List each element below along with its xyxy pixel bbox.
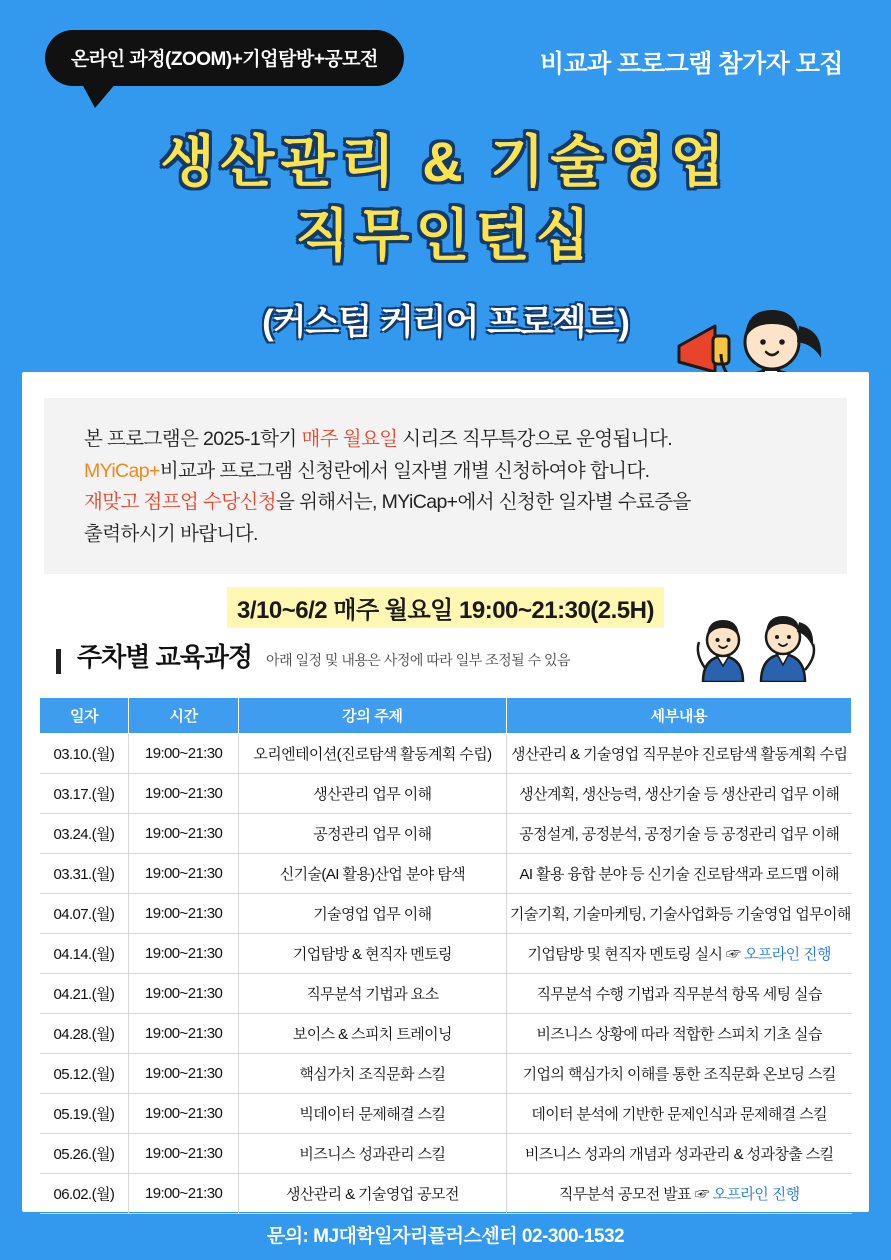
table-row [40, 774, 852, 814]
notice-line3-b: 을 위해서는, MYiCap+에서 신청한 일자별 수료증을 [276, 491, 691, 514]
cell-date: 06.02.(월) [40, 1174, 129, 1214]
schedule-section-header [56, 637, 570, 674]
cell-time: 19:00~21:30 [129, 894, 239, 934]
notice-box [44, 398, 847, 574]
cell-detail [506, 1054, 851, 1094]
section-title: 주차별 교육과정 [77, 642, 253, 672]
cell-date: 04.28.(월) [40, 1014, 129, 1054]
cell-detail-text: 비즈니스 상황에 따라 적합한 스피치 기초 실습 [536, 1026, 822, 1043]
notice-line-1 [84, 424, 811, 456]
cell-detail [506, 1134, 851, 1174]
cell-time: 19:00~21:30 [129, 854, 239, 894]
cell-topic: 직무분석 기법과 요소 [238, 974, 506, 1014]
table-row [40, 1174, 852, 1214]
cell-detail [506, 974, 851, 1014]
page-title-line1: 생산관리 & 기술영업 [160, 130, 731, 193]
cell-detail-text: 비즈니스 성과의 개념과 성과관리 & 성과창출 스킬 [524, 1146, 834, 1163]
cell-detail [506, 814, 851, 854]
cell-date: 05.26.(월) [40, 1134, 129, 1174]
cell-date: 04.14.(월) [40, 934, 129, 974]
offline-badge: 오프라인 진행 [712, 1186, 800, 1203]
cell-topic: 신기술(AI 활용)산업 분야 탐색 [238, 854, 506, 894]
table-row [40, 894, 852, 934]
page-title-line2: 직무인턴십 [295, 204, 596, 268]
cell-time: 19:00~21:30 [129, 1134, 239, 1174]
cell-date: 03.17.(월) [40, 774, 129, 814]
cheering-mascots-icon [685, 612, 825, 682]
program-format-badge: 온라인 과정(ZOOM)+기업탐방+공모전 [45, 30, 404, 86]
table-row [40, 934, 852, 974]
notice-line1-c: 시리즈 직무특강으로 운영됩니다. [397, 428, 673, 450]
cell-detail [506, 894, 851, 934]
notice-line-3 [84, 487, 811, 519]
cell-detail-text: 직무분석 수행 기법과 직무분석 항목 세팅 실습 [536, 986, 822, 1003]
schedule-table-body [40, 734, 852, 1214]
cell-detail-text: 데이터 분석에 기반한 문제인식과 문제해결 스킬 [531, 1106, 827, 1123]
notice-line2-b: 비교과 프로그램 신청란에서 일자별 개별 신청하여야 합니다. [159, 459, 650, 482]
table-header-detail: 세부내용 [506, 698, 851, 734]
cell-time: 19:00~21:30 [129, 1174, 239, 1214]
table-row [40, 1054, 852, 1094]
cell-topic: 기업탐방 & 현직자 멘토링 [238, 934, 506, 974]
cell-detail [506, 774, 851, 814]
cell-date: 04.07.(월) [40, 894, 129, 934]
cell-detail-text: 기업탐방 및 현직자 멘토링 실시 ☞ [527, 946, 744, 963]
cell-date: 03.24.(월) [40, 814, 129, 854]
table-row [40, 974, 852, 1014]
cell-topic: 보이스 & 스피치 트레이닝 [238, 1014, 506, 1054]
cell-time: 19:00~21:30 [129, 1094, 239, 1134]
myicap-label: MYiCap+ [84, 459, 160, 482]
cell-topic: 비즈니스 성과관리 스킬 [238, 1134, 506, 1174]
cell-detail [506, 854, 851, 894]
table-row [40, 1014, 852, 1054]
cell-date: 04.21.(월) [40, 974, 129, 1014]
offline-badge: 오프라인 진행 [743, 946, 831, 963]
cell-time: 19:00~21:30 [129, 814, 239, 854]
page-title [0, 125, 891, 274]
schedule-table [39, 697, 852, 1214]
table-row [40, 734, 852, 774]
content-card [22, 372, 869, 1212]
cell-detail-text: 기업의 핵심가치 이해를 통한 조직문화 온보딩 스킬 [522, 1066, 836, 1083]
cell-time: 19:00~21:30 [129, 934, 239, 974]
notice-line1-highlight: 매주 월요일 [301, 428, 398, 450]
cell-detail-text: AI 활용 융합 분야 등 신기술 진로탐색과 로드맵 이해 [519, 866, 839, 883]
cell-date: 03.10.(월) [40, 734, 129, 774]
table-row [40, 814, 852, 854]
notice-line1-a: 본 프로그램은 2025-1학기 [84, 428, 302, 450]
cell-date: 05.19.(월) [40, 1094, 129, 1134]
cell-topic: 빅데이터 문제해결 스킬 [238, 1094, 506, 1134]
table-row [40, 1134, 852, 1174]
cell-time: 19:00~21:30 [129, 734, 239, 774]
notice-line-2 [84, 456, 811, 488]
cell-detail-text: 생산계획, 생산능력, 생산기술 등 생산관리 업무 이해 [519, 786, 840, 803]
section-note: 아래 일정 및 내용은 사정에 따라 일부 조정될 수 있음 [266, 652, 571, 668]
table-header-topic: 강의 주제 [238, 698, 506, 734]
table-row [40, 1094, 852, 1134]
recruitment-label: 비교과 프로그램 참가자 모집 [539, 50, 843, 78]
cell-time: 19:00~21:30 [129, 1014, 239, 1054]
notice-line-4: 출력하시기 바랍니다. [84, 522, 258, 545]
cell-topic: 기술영업 업무 이해 [238, 894, 506, 934]
cell-detail-text: 공정설계, 공정분석, 공정기술 등 공정관리 업무 이해 [519, 826, 840, 843]
cell-detail [506, 1094, 851, 1134]
cell-detail-text: 직무분석 공모전 발표 ☞ [558, 1186, 713, 1203]
cell-topic: 생산관리 & 기술영업 공모전 [238, 1174, 506, 1214]
cell-detail [506, 934, 851, 974]
cell-date: 05.12.(월) [40, 1054, 129, 1094]
cell-date: 03.31.(월) [40, 854, 129, 894]
page-subtitle: (커스텀 커리어 프로젝트) [262, 303, 629, 342]
cell-detail-text: 기술기획, 기술마케팅, 기술사업화등 기술영업 업무이해 [509, 906, 851, 923]
cell-time: 19:00~21:30 [129, 1054, 239, 1094]
cell-time: 19:00~21:30 [129, 974, 239, 1014]
table-row [40, 854, 852, 894]
allowance-highlight: 재맞고 점프업 수당신청 [84, 491, 277, 514]
cell-topic: 오리엔테이션(진로탐색 활동계획 수립) [238, 734, 506, 774]
program-period-text: 3/10~6/2 매주 월요일 19:00~21:30(2.5H) [227, 587, 664, 628]
cell-topic: 핵심가치 조직문화 스킬 [238, 1054, 506, 1094]
poster-header [0, 0, 891, 375]
cell-time: 19:00~21:30 [129, 774, 239, 814]
footer-contact: 문의: MJ대학일자리플러스센터 02-300-1532 [266, 1226, 625, 1247]
cell-detail [506, 1014, 851, 1054]
section-marker-icon [56, 649, 61, 674]
cell-detail-text: 생산관리 & 기술영업 직무분야 진로탐색 활동계획 수립 [510, 746, 848, 763]
table-header-date: 일자 [40, 698, 129, 734]
cell-detail [506, 734, 851, 774]
cell-detail [506, 1174, 851, 1214]
table-header-time: 시간 [129, 698, 239, 734]
table-header-row [40, 698, 852, 734]
cell-topic: 생산관리 업무 이해 [238, 774, 506, 814]
cell-topic: 공정관리 업무 이해 [238, 814, 506, 854]
